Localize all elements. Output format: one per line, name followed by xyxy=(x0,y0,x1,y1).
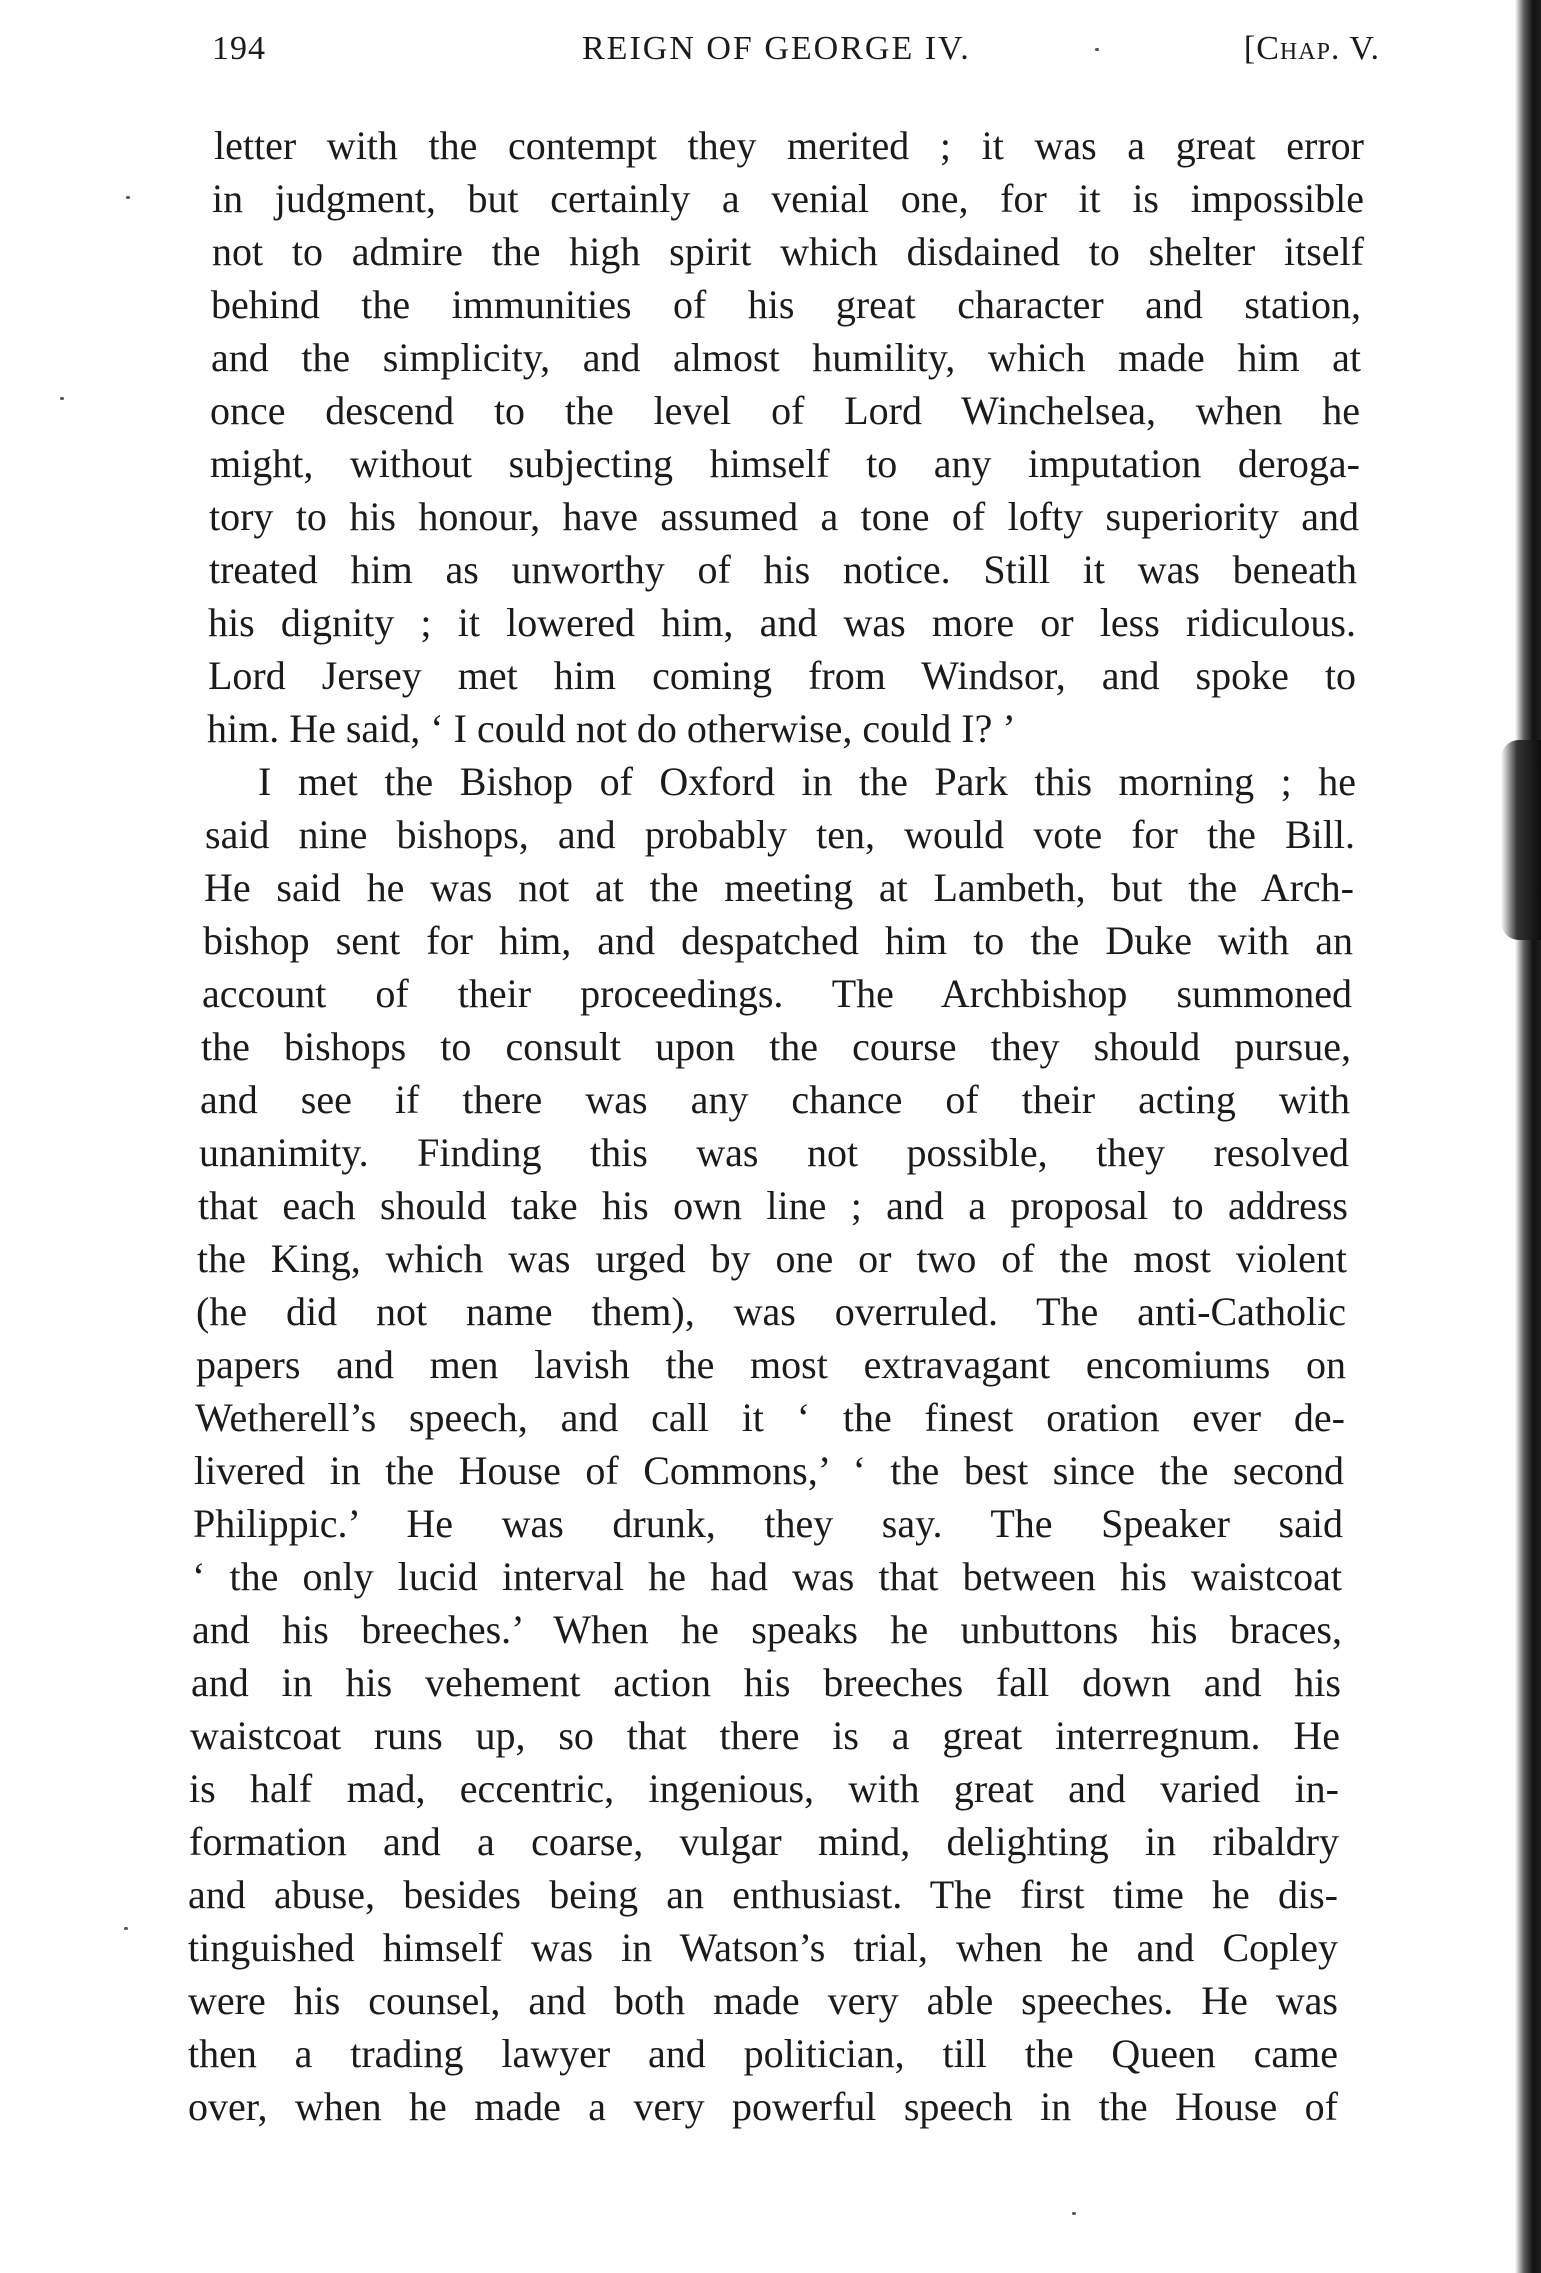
text-line: the King, which was urged by one or two of the most violent xyxy=(197,1236,1347,1281)
text-line: unanimity. Finding this was not possible, they resolved xyxy=(199,1130,1349,1175)
running-title: REIGN OF GEORGE IV. xyxy=(582,30,971,67)
paper-speck xyxy=(124,1927,128,1930)
text-line: papers and men lavish the most extravagant encomiums on xyxy=(196,1342,1346,1387)
text-line: I met the Bishop of Oxford in the Park this morning ; he xyxy=(258,759,1356,804)
text-line: over, when he made a very powerful speech in the House of xyxy=(188,2084,1338,2129)
text-line: is half mad, eccentric, ingenious, with great and varied in- xyxy=(189,1766,1339,1811)
page-number: 194 xyxy=(212,30,266,67)
text-line: that each should take his own line ; and a proposal to address xyxy=(198,1183,1348,1228)
text-line: formation and a coarse, vulgar mind, delighting in ribaldry xyxy=(189,1819,1339,1864)
text-line: not to admire the high spirit which disdained to shelter itself xyxy=(212,229,1364,274)
text-line: Lord Jersey met him coming from Windsor, and spoke to xyxy=(208,653,1356,698)
text-line: Philippic.’ He was drunk, they say. The Speaker said xyxy=(193,1501,1343,1546)
text-line: and abuse, besides being an enthusiast. The first time he dis- xyxy=(188,1872,1338,1917)
text-line: and in his vehement action his breeches fall down and his xyxy=(191,1660,1341,1705)
text-line: then a trading lawyer and politician, till the Queen came xyxy=(188,2031,1338,2076)
text-line: Wetherell’s speech, and call it ‘ the finest oration ever de- xyxy=(195,1395,1345,1440)
text-line: and the simplicity, and almost humility, which made him at xyxy=(211,335,1361,380)
text-line: were his counsel, and both made very able speeches. He was xyxy=(188,1978,1338,2023)
paper-speck xyxy=(126,196,130,199)
text-line: once descend to the level of Lord Winchelsea, when he xyxy=(210,388,1360,433)
paper-speck xyxy=(1095,48,1099,51)
text-line: might, without subjecting himself to any imputation deroga- xyxy=(210,441,1360,486)
paper-speck xyxy=(1072,2212,1076,2215)
text-line: (he did not name them), was overruled. The anti-Catholic xyxy=(196,1289,1346,1334)
text-line: behind the immunities of his great character and station, xyxy=(211,282,1361,327)
binding-shadow xyxy=(1515,0,1541,2273)
text-line: in judgment, but certainly a venial one, for it is impossible xyxy=(212,176,1364,221)
text-line: the bishops to consult upon the course they should pursue, xyxy=(201,1024,1351,1069)
paper-speck xyxy=(60,397,64,400)
text-line: him. He said, ‘ I could not do otherwise, could I? ’ xyxy=(207,706,1016,751)
text-line: waistcoat runs up, so that there is a great interregnum. He xyxy=(190,1713,1340,1758)
text-line: said nine bishops, and probably ten, would vote for the Bill. xyxy=(205,812,1355,857)
text-line: He said he was not at the meeting at Lambeth, but the Arch- xyxy=(204,865,1354,910)
text-line: and see if there was any chance of their acting with xyxy=(200,1077,1350,1122)
text-line: letter with the contempt they merited ; it was a great error xyxy=(214,123,1364,168)
text-line: account of their proceedings. The Archbishop summoned xyxy=(202,971,1352,1016)
binding-shadow-bulge xyxy=(1501,740,1541,940)
text-line: ‘ the only lucid interval he had was that between his waistcoat xyxy=(192,1554,1342,1599)
running-header xyxy=(212,30,1380,78)
chapter-marker: [Chap. V. xyxy=(1243,30,1380,67)
text-line: and his breeches.’ When he speaks he unbuttons his braces, xyxy=(192,1607,1342,1652)
text-line: bishop sent for him, and despatched him to the Duke with an xyxy=(203,918,1353,963)
text-line: livered in the House of Commons,’ ‘ the best since the second xyxy=(194,1448,1344,1493)
text-line: treated him as unworthy of his notice. Still it was beneath xyxy=(209,547,1357,592)
text-line: his dignity ; it lowered him, and was more or less ridiculous. xyxy=(208,600,1356,645)
text-line: tinguished himself was in Watson’s trial, when he and Copley xyxy=(188,1925,1338,1970)
text-line: tory to his honour, have assumed a tone of lofty superiority and xyxy=(209,494,1359,539)
